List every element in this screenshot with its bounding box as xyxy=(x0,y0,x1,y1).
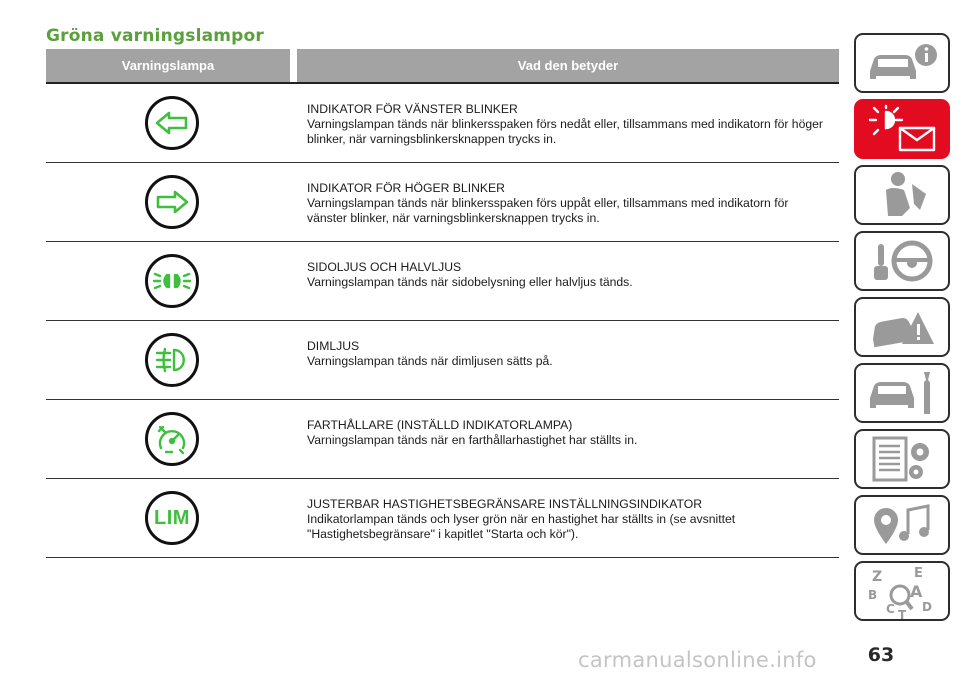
tab-emergency[interactable] xyxy=(854,297,950,357)
column-header-meaning: Vad den betyder xyxy=(297,49,839,82)
speed-limiter-label: LIM xyxy=(154,506,190,529)
car-info-icon xyxy=(864,41,940,85)
index-icon xyxy=(864,563,940,619)
column-header-lamp: Varningslampa xyxy=(46,49,290,82)
row-heading: FARTHÅLLARE (INSTÄLLD INDIKATORLAMPA) xyxy=(307,418,573,432)
technical-data-icon xyxy=(864,434,940,484)
emergency-icon xyxy=(864,302,940,352)
watermark: carmanualsonline.info xyxy=(578,648,817,672)
row-description: Indikatorlampan tänds och lyser grön när en hastighet har ställts in (se avsnittet "Hastighetsbegränsare" i kapitlet "Starta och kör"). xyxy=(307,512,736,541)
multimedia-icon xyxy=(864,500,940,550)
table-row xyxy=(46,400,839,479)
fog-light-icon xyxy=(145,333,199,387)
tab-safety[interactable] xyxy=(854,165,950,225)
row-heading: INDIKATOR FÖR HÖGER BLINKER xyxy=(307,181,505,195)
tab-index[interactable] xyxy=(854,561,950,621)
svg-text:E: E xyxy=(914,566,923,581)
cruise-control-icon xyxy=(145,412,199,466)
speed-limiter-icon xyxy=(145,491,199,545)
row-description: Varningslampan tänds när dimljusen sätts på. xyxy=(307,354,553,368)
svg-text:T: T xyxy=(898,608,907,619)
svg-text:Z: Z xyxy=(872,569,883,585)
tab-car-info[interactable] xyxy=(854,33,950,93)
row-heading: INDIKATOR FÖR VÄNSTER BLINKER xyxy=(307,102,518,116)
car-maintenance-icon xyxy=(864,368,940,418)
table-row xyxy=(46,242,839,321)
left-arrow-indicator-icon xyxy=(145,96,199,150)
tab-technical-data[interactable] xyxy=(854,429,950,489)
row-description: Varningslampan tänds när en farthållarhastighet har ställts in. xyxy=(307,433,638,447)
table-row xyxy=(46,163,839,242)
table-row xyxy=(46,479,839,558)
row-heading: DIMLJUS xyxy=(307,339,360,353)
tab-starting-driving[interactable] xyxy=(854,231,950,291)
row-heading: JUSTERBAR HASTIGHETSBEGRÄNSARE INSTÄLLNINGSINDIKATOR xyxy=(307,497,703,511)
table-row xyxy=(46,84,839,163)
page-title: Gröna varningslampor xyxy=(46,26,265,46)
svg-text:B: B xyxy=(868,588,878,602)
row-description: Varningslampan tänds när blinkersspaken förs uppåt eller, tillsammans med indikatorn för vänster blinker, när varningsblinkersknappen trycks in. xyxy=(307,196,789,225)
row-description: Varningslampan tänds när sidobelysning eller halvljus tänds. xyxy=(307,275,633,289)
table-header xyxy=(46,49,839,84)
chapter-tabs xyxy=(854,33,954,627)
svg-text:C: C xyxy=(886,602,895,616)
tab-warning-lights[interactable] xyxy=(854,99,950,159)
page-number: 63 xyxy=(867,644,895,666)
table-row xyxy=(46,321,839,400)
seat-safety-icon xyxy=(864,170,940,220)
warning-lamp-table xyxy=(46,49,839,558)
tab-multimedia[interactable] xyxy=(854,495,950,555)
side-lights-icon xyxy=(145,254,199,308)
warning-light-icon xyxy=(864,104,940,154)
svg-text:A: A xyxy=(910,582,923,601)
steering-wheel-icon xyxy=(864,236,940,286)
right-arrow-indicator-icon xyxy=(145,175,199,229)
tab-maintenance[interactable] xyxy=(854,363,950,423)
svg-text:D: D xyxy=(922,600,932,614)
row-heading: SIDOLJUS OCH HALVLJUS xyxy=(307,260,462,274)
row-description: Varningslampan tänds när blinkersspaken förs nedåt eller, tillsammans med indikatorn för höger blinker, när varningsblinkersknappen trycks in. xyxy=(307,117,823,146)
